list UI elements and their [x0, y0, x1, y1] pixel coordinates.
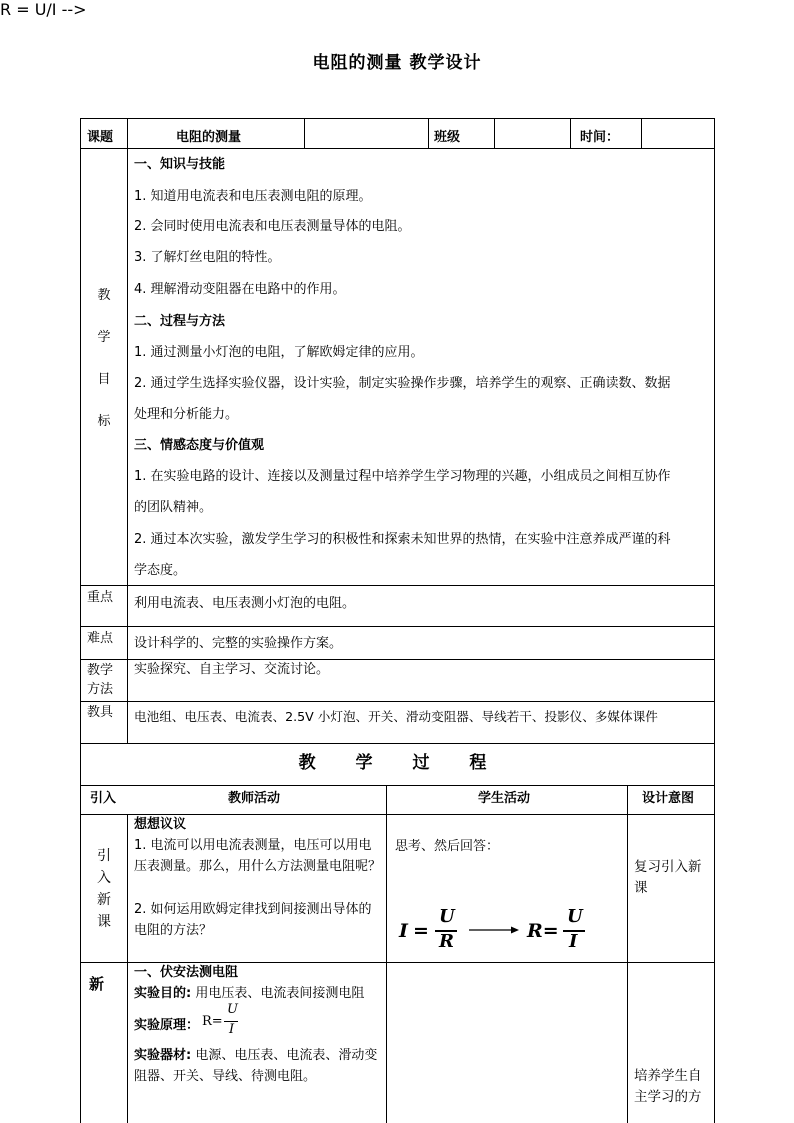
table-line-v — [627, 785, 628, 1123]
objective-item: 1. 在实验电路的设计、连接以及测量过程中培养学生学习物理的兴趣，小组成员之间相互协作 — [134, 469, 671, 484]
section-title: 三、情感态度与价值观 — [134, 438, 265, 453]
difficulty-value: 设计科学的、完整的实验操作方案。 — [134, 636, 343, 651]
objective-item: 3. 了解灯丝电阻的特性。 — [134, 250, 281, 265]
table-line-v — [641, 118, 642, 148]
formula-R: R — [439, 931, 454, 952]
method-label: 方法 — [87, 682, 114, 697]
table-line-keypoint — [80, 626, 715, 627]
difficulty-label: 难点 — [87, 631, 114, 646]
keypoint-value: 利用电流表、电压表测小灯泡的电阻。 — [134, 596, 356, 611]
objective-item: 1. 通过测量小灯泡的电阻，了解欧姆定律的应用。 — [134, 345, 424, 360]
section-title: 一、知识与技能 — [134, 157, 226, 172]
table-line-tools — [80, 743, 715, 744]
col-design: 设计意图 — [642, 791, 695, 806]
table-line-process-title — [80, 785, 715, 786]
formula-U: U — [439, 906, 455, 927]
teacher-question-1: 1. 电流可以用电流表测量，电压可以用电压表测量。那么，用什么方法测量电阻呢？ — [134, 838, 382, 874]
objective-item: 2. 会同时使用电流表和电压表测量导体的电阻。 — [134, 219, 411, 234]
design-intent: 培养学生自主学习的方 — [634, 1068, 702, 1105]
col-teacher: 教师活动 — [228, 791, 281, 806]
materials-line: 实验器材: 电源、电压表、电流表、滑动变阻器、开关、导线、待测电阻。 — [134, 1048, 378, 1084]
table-line-v — [127, 118, 128, 743]
teacher-subtitle: 想想议议 — [134, 817, 187, 832]
method-label: 教学 — [87, 663, 114, 678]
table-line-top — [80, 118, 715, 119]
objective-item: 2. 通过学生选择实验仪器，设计实验，制定实验操作步骤，培养学生的观察、正确读数、数据 — [134, 376, 671, 391]
time-label: 时间： — [580, 130, 620, 145]
teacher-question-2: 2. 如何运用欧姆定律找到间接测出导体的电阻的方法？ — [134, 902, 372, 938]
objective-item: 2. 通过本次实验，激发学生学习的积极性和探索未知世界的热情，在实验中注意养成严谨的科 — [134, 532, 671, 547]
formula-eq: = — [413, 920, 429, 942]
table-line-v — [127, 814, 128, 1123]
table-line-method — [80, 701, 715, 702]
frac-num: U — [227, 1002, 238, 1017]
document-title: 电阻的测量 教学设计 — [312, 53, 482, 73]
table-line-v — [428, 118, 429, 148]
table-line-v — [386, 785, 387, 1123]
formula-I: I — [399, 920, 408, 942]
formula-Req: R= — [527, 920, 559, 942]
objective-item: 学态度。 — [134, 563, 187, 578]
class-label: 班级 — [434, 130, 461, 145]
objective-item: 4. 理解滑动变阻器在电路中的作用。 — [134, 282, 346, 297]
objective-item: 的团队精神。 — [134, 500, 213, 515]
table-line-v — [570, 118, 571, 148]
keypoint-label: 重点 — [87, 590, 114, 605]
teacher-subtitle: 一、伏安法测电阻 — [134, 965, 239, 980]
process-title: 教 学 过 程 — [298, 753, 497, 773]
col-student: 学生活动 — [478, 791, 531, 806]
tools-label: 教具 — [87, 705, 114, 720]
table-border-right — [714, 118, 715, 1123]
topic-value: 电阻的测量 — [176, 130, 242, 145]
intro-label: 引 入 新 课 — [97, 848, 111, 930]
table-line-v — [494, 118, 495, 148]
purpose-line: 实验目的: 用电压表、电流表间接测电阻 — [134, 986, 365, 1001]
objective-item: 处理和分析能力。 — [134, 407, 239, 422]
col-intro: 引入 — [90, 791, 117, 806]
tools-value: 电池组、电压表、电流表、2.5V 小灯泡、开关、滑动变阻器、导线若干、投影仪、多媒体课件 — [134, 709, 658, 724]
method-value: 实验探究、自主学习、交流讨论。 — [134, 662, 330, 677]
objective-item: 1. 知道用电流表和电压表测电阻的原理。 — [134, 189, 372, 204]
objectives-label: 教 学 目 标 — [97, 288, 111, 429]
table-line-objectives — [80, 585, 715, 586]
topic-label: 课题 — [87, 130, 114, 145]
ohm-formula — [395, 906, 595, 956]
student-answer: 思考、然后回答： — [395, 839, 500, 854]
principle-line: 实验原理： R= U I — [134, 1002, 238, 1037]
new-label: 新 — [89, 975, 105, 993]
formula-I2: I — [569, 931, 578, 952]
arrow-icon — [469, 925, 519, 935]
frac-den: I — [229, 1022, 235, 1037]
design-intent: 复习引入新课 — [634, 859, 702, 896]
formula-U2: U — [567, 906, 583, 927]
section-title: 二、过程与方法 — [134, 314, 226, 329]
table-border-left — [80, 118, 81, 1123]
table-line-v — [304, 118, 305, 148]
